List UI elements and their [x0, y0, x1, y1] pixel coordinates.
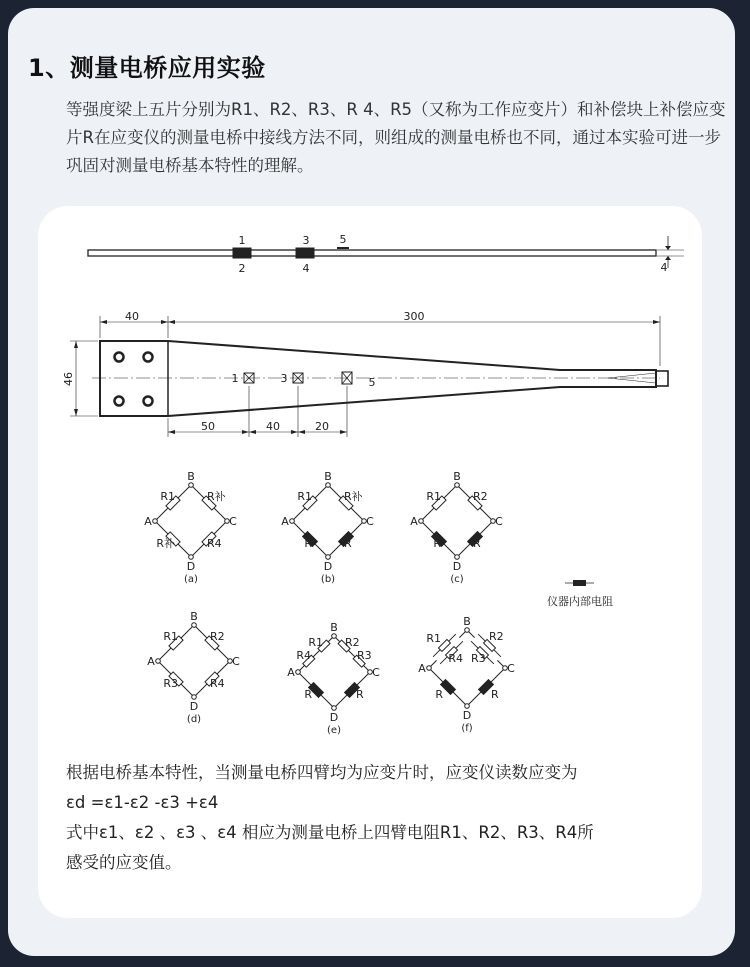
bridge-0-r1-label: R1	[160, 490, 175, 503]
bridge-4-label-d: D	[329, 711, 339, 724]
section-title: 1、测量电桥应用实验	[28, 54, 266, 82]
bridge-2-label-d: D	[452, 560, 462, 573]
bridge-0-node-3	[189, 555, 194, 560]
side-gauge-1: 1	[238, 234, 246, 247]
bridge-2-r2-label: R2	[473, 490, 488, 503]
bridge-4-label-b: B	[330, 621, 338, 634]
bridge-3-node-0	[192, 623, 197, 628]
bridge-4-r4-label: R	[356, 688, 364, 701]
bridge-1-label-b: B	[324, 470, 332, 483]
bridge-5-label-c: C	[507, 662, 515, 675]
bridge-3-label-a: A	[147, 655, 155, 668]
bridge-3-r2-label: R2	[210, 630, 225, 643]
bridge-0-r4-label: R4	[207, 537, 222, 550]
bridge-0-node-0	[189, 483, 194, 488]
bridge-4-r1a-label: R1	[308, 636, 323, 649]
bridge-5-r3-label: R	[435, 688, 443, 701]
bridge-3-r3-label: R3	[163, 677, 178, 690]
bridge-0-label-a: A	[144, 515, 152, 528]
dim-left-length: 40	[125, 310, 139, 323]
formula-line-3: 式中ε1、ε2 、ε3 、ε4 相应为测量电桥上四臂电阻R1、R2、R3、R4所	[66, 823, 594, 842]
side-gauge-5: 5	[339, 233, 347, 246]
bridge-4-r1b-label: R4	[296, 649, 311, 662]
legend-label: 仪器内部电阻	[547, 595, 613, 608]
bridge-5-r2b-label: R3	[471, 652, 486, 665]
bridge-0-caption: (a)	[184, 574, 198, 585]
bridge-1-r4-label: R	[344, 537, 352, 550]
top-gauge-1: 1	[231, 372, 239, 385]
bridge-5-r4-label: R	[491, 688, 499, 701]
formula-line-4: 感受的应变值。	[66, 853, 182, 872]
bridge-2-r1-label: R1	[426, 490, 441, 503]
dim-gauge-5-offset: 20	[315, 420, 329, 433]
legend-internal-resistor	[565, 580, 594, 586]
side-thickness-label: 4	[660, 261, 668, 274]
bridge-3-label-c: C	[232, 655, 240, 668]
bridge-4-label-a: A	[287, 666, 295, 679]
top-gauge-3: 3	[280, 372, 288, 385]
bridge-2-label-b: B	[453, 470, 461, 483]
bridge-2-node-1	[419, 519, 424, 524]
bridge-4-r2a-label: R2	[345, 636, 360, 649]
bridge-3-r4-label: R4	[210, 677, 225, 690]
side-gauge-2: 2	[238, 262, 246, 275]
bridge-5-r1b-label: R4	[448, 652, 463, 665]
bridge-1-node-0	[326, 483, 331, 488]
bridge-1-label-d: D	[323, 560, 333, 573]
gauge-block-3-4	[296, 248, 314, 258]
bridge-0-label-b: B	[187, 470, 195, 483]
bridge-2-label-c: C	[495, 515, 503, 528]
bridge-5-node-1	[427, 666, 432, 671]
formula-line-2: εd =ε1-ε2 -ε3 +ε4	[66, 793, 219, 812]
bridge-5-label-d: D	[462, 709, 472, 722]
bridge-3-r1-label: R1	[163, 630, 178, 643]
bridge-4-node-3	[332, 706, 337, 711]
bridge-2-r3-label: R	[433, 537, 441, 550]
bridge-3-node-1	[156, 659, 161, 664]
bridge-4-label-c: C	[372, 666, 380, 679]
intro-paragraph: 等强度梁上五片分别为R1、R2、R3、R 4、R5（又称为工作应变片）和补偿块上补偿应变片R在应变仪的测量电桥中接线方法不同，则组成的测量电桥也不同，通过本实验可进一步巩固对测量电桥基本特性的理解。	[66, 100, 726, 175]
bridge-2-r4-label: R	[473, 537, 481, 550]
beam-side-view	[88, 236, 684, 268]
formula-section	[66, 758, 706, 878]
dim-gauge-1-offset: 50	[201, 420, 215, 433]
side-gauge-4: 4	[302, 262, 310, 275]
bridge-0-label-d: D	[186, 560, 196, 573]
bridge-5-r1a-label: R1	[426, 632, 441, 645]
bridge-3-node-3	[192, 695, 197, 700]
bridge-4-r3-label: R	[304, 688, 312, 701]
bridge-3-caption: (d)	[186, 714, 202, 725]
bridge-1-node-3	[326, 555, 331, 560]
internal-resistor-icon	[573, 580, 586, 586]
bridge-1-label-c: C	[366, 515, 374, 528]
bridge-4-caption: (e)	[327, 725, 341, 736]
bridge-0-r3-label: R补	[156, 537, 175, 550]
bridge-1-node-1	[290, 519, 295, 524]
bridge-4-node-0	[332, 634, 337, 639]
bridge-1-label-a: A	[281, 515, 289, 528]
top-gauge-5: 5	[368, 376, 376, 389]
bridge-5-r2a-label: R2	[489, 630, 504, 643]
gauge-block-1-2	[233, 248, 251, 258]
bridge-4-r2b-label: R3	[357, 649, 372, 662]
bridge-1-r3-label: R	[304, 537, 312, 550]
bridge-1-caption: (b)	[320, 574, 336, 585]
bridge-5-label-a: A	[418, 662, 426, 675]
bridge-0-node-1	[153, 519, 158, 524]
side-gauge-3: 3	[302, 234, 310, 247]
bridge-5-node-3	[465, 704, 470, 709]
bridge-5-caption: (f)	[461, 723, 473, 734]
dim-total-length: 300	[403, 310, 425, 323]
bridge-5-label-b: B	[463, 615, 471, 628]
bridge-diagrams	[144, 470, 515, 736]
formula-line-1: 根据电桥基本特性，当测量电桥四臂均为应变片时，应变仪读数应变为	[66, 763, 578, 782]
dim-gauge-3-offset: 40	[266, 420, 280, 433]
bridge-4-node-1	[296, 670, 301, 675]
bridge-3-label-d: D	[189, 700, 199, 713]
bridge-5-node-0	[465, 628, 470, 633]
bridge-2-node-3	[455, 555, 460, 560]
bridge-0-r2-label: R补	[207, 490, 226, 503]
bridge-1-r2-label: R补	[344, 490, 363, 503]
bridge-1-r1-label: R1	[297, 490, 312, 503]
dim-width: 46	[62, 372, 75, 386]
bridge-3-label-b: B	[190, 610, 198, 623]
bridge-0-label-c: C	[229, 515, 237, 528]
bridge-2-caption: (c)	[450, 574, 464, 585]
bridge-2-node-0	[455, 483, 460, 488]
bridge-2-label-a: A	[410, 515, 418, 528]
